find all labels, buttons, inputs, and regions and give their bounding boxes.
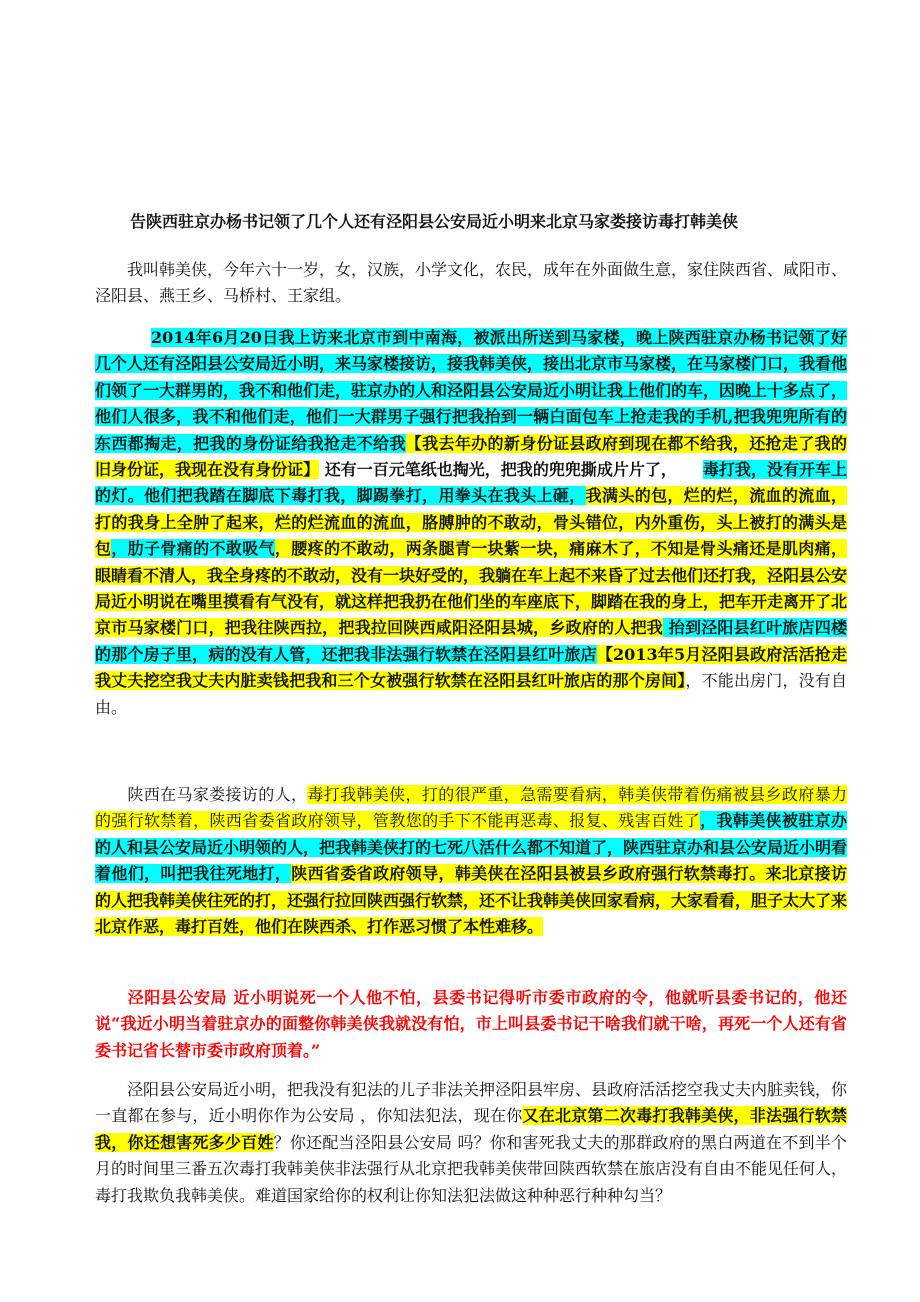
paragraph-accusation — [95, 1077, 847, 1209]
red-text: 泾阳县公安局 近小明说死一个人他不怕，县委书记得听市委市政府的令，他就听县委书记的，他还说“我近小明当着驻京办的面整你韩美侠我就没有怕，市上叫县委书记干啥我们就干啥，再死一个人还有省委书记省长替市委市政府顶着。” — [95, 988, 847, 1060]
highlight-cyan: ，我韩美侠被驻京办的人和县公安局近小明领的人，把我韩美侠打的七死八活什么都不知道了，陕西驻京办和县公安局近小明看着他们，叫把我往死地打， — [95, 811, 848, 884]
paragraph-quote — [95, 985, 847, 1064]
highlight-yellow: 我满头的包，烂的烂，流血的流血，打的我身上全肿了起来，烂的烂流血的流血，胳膊肿的不敢动，骨头错位，内外重伤，头上被打的满头是包 — [95, 486, 847, 559]
plain-text: ？你还配当泾阳县公安局 吗？你和害死我丈夫的那群政府的黑白两道在不到半个月的时间里三番五次毒打我韩美侠非法强行从北京把我韩美侠带回陕西软禁在旅店没有自由不能见任何人，毒打我欺负我韩美侠。难道国家给你的权利让你知法犯法做这种种恶行种种勾当？ — [95, 1132, 848, 1205]
paragraph-intro — [95, 257, 847, 310]
highlight-yellow: 又在北京第二次毒打我韩美侠，非法强行软禁我，你还想害死多少百姓 — [95, 1106, 847, 1152]
highlight-cyan: 2014年6月20日我上访来北京市到中南海，被派出所送到马家楼，晚上陕西驻京办杨书记领了好几个人还有泾阳县公安局近小明，来马家楼接访，接我韩美侠，接出北京市马家楼，在马家楼门口，我看他们领了一大群男的，我不和他们走，驻京办的人和泾阳县公安局近小明让我上他们的车，因晚上十多点了，他们人很多，我不和他们走，他们一大群男子强行把我抬到一辆白面包车上抢走我的手机,把我兜兜所有的东西都掏走，把我的身份证给我抢走不给我 — [95, 328, 848, 453]
highlight-yellow: 陕西省委省政府领导，韩美侠在泾阳县被县乡政府强行软禁毒打。来北京接访的人把我韩美侠往死的打，还强行拉回陕西强行软禁，还不让我韩美侠回家看病，大家看看，胆子太大了来北京作恶，毒打百姓，他们在陕西杀、打作恶习惯了本性难移。 — [95, 864, 848, 937]
highlight-cyan: 毒打我，没有开车上的灯。他们把我踏在脚底下毒打我，脚踢拳打，用拳头在我头上砸， — [95, 460, 847, 506]
plain-text: ，不能出房门，没有自由。 — [95, 671, 847, 717]
highlight-cyan: 抬到泾阳县红叶旅店四楼的那个房子里，病的没有人管，还把我非法强行软禁在泾阳县红叶旅店 — [95, 618, 847, 664]
highlight-yellow: 【我去年办的新身份证县政府到现在都不给我，还抢走了我的旧身份证，我现在没有身份证】 — [95, 433, 847, 480]
paragraph-incident — [95, 325, 847, 721]
plain-text: 陕西在马家娄接访的人， — [127, 785, 308, 804]
highlight-yellow: 毒打我韩美侠，打的很严重，急需要看病，韩美侠带着伤痛被县乡政府暴力的强行软禁着，陕西省委省政府领导，管教您的手下不能再恶毒、报复、残害百姓了 — [95, 785, 847, 831]
paragraph-appeal — [95, 782, 847, 940]
highlight-yellow: ，腰疼的不敢动，两条腿青一块紫一块，痛麻木了，不知是骨头痛还是肌肉痛，眼睛看不清人，我全身疼的不敢动，没有一块好受的，我躺在车上起不来昏了过去他们还打我，泾阳县公安局近小明说在嘴里摸看有气没有，就这样把我扔在他们坐的车座底下，脚踏在我的身上，把车开走离开了北京市马家楼门口，把我往陕西拉，把我拉回陕西咸阳泾阳县城，乡政府的人把我 — [95, 539, 848, 638]
intro-text: 我叫韩美侠，今年六十一岁，女，汉族，小学文化，农民，成年在外面做生意，家住陕西省、咸阳市、泾阳县、燕王乡、马桥村、王家组。 — [95, 260, 848, 306]
plain-text: 还有一百元笔纸也掏光，把我的兜兜撕成片片了， — [319, 460, 677, 480]
highlight-yellow: 【2013年5月泾阳县政府活活抢走我丈夫挖空我丈夫内脏卖钱把我和三个女被强行软禁在泾阳县红叶旅店的那个房间】 — [95, 644, 847, 691]
plain-text: 泾阳县公安局近小明，把我没有犯法的儿子非法关押泾阳县牢房、县政府活活挖空我丈夫内脏卖钱，你一直都在参与，近小明你作为公安局 ，你知法犯法，现在你 — [95, 1080, 848, 1126]
document-title: 告陕西驻京办杨书记领了几个人还有泾阳县公安局近小明来北京马家娄接访毒打韩美侠 — [130, 212, 739, 231]
highlight-cyan: ，肋子骨痛的不敢吸气 — [111, 539, 275, 559]
